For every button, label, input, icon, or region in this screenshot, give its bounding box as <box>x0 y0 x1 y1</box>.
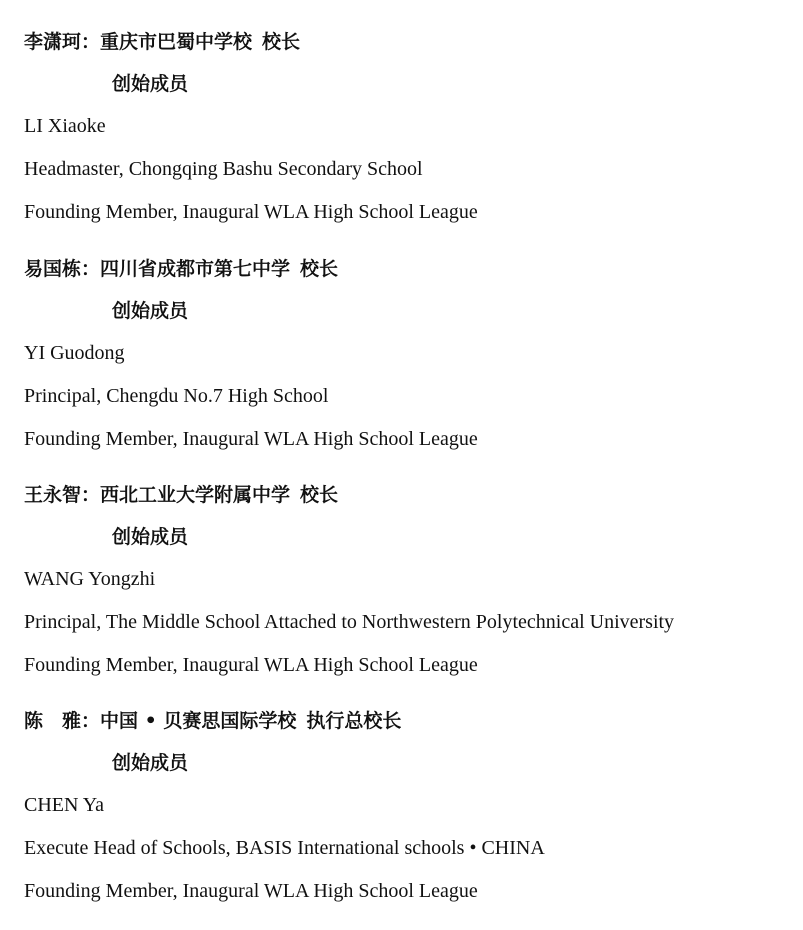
en-member: Founding Member, Inaugural WLA High School League <box>24 428 478 450</box>
en-position: Execute Head of Schools, BASIS International schools • CHINA <box>24 837 545 859</box>
en-position: Headmaster, Chongqing Bashu Secondary School <box>24 158 423 180</box>
member-entry <box>24 707 784 905</box>
en-member: Founding Member, Inaugural WLA High School League <box>24 880 478 902</box>
cn-name: 李潇珂 <box>24 31 82 53</box>
en-name: WANG Yongzhi <box>24 568 156 590</box>
colon-separator: ： <box>81 710 101 732</box>
en-name: CHEN Ya <box>24 794 105 816</box>
cn-member-line: 创始成员 <box>112 526 189 548</box>
cn-name-title-line <box>24 255 784 283</box>
en-member: Founding Member, Inaugural WLA High School League <box>24 201 478 223</box>
cn-name-title-line <box>24 707 784 735</box>
member-entry <box>24 255 784 453</box>
cn-school: 重庆市巴蜀中学校 <box>100 31 253 53</box>
cn-member-line: 创始成员 <box>112 73 189 95</box>
cn-school: 四川省成都市第七中学 <box>100 258 291 280</box>
en-position: Principal, Chengdu No.7 High School <box>24 385 329 407</box>
cn-title: 校长 <box>300 258 339 280</box>
colon-separator: ： <box>81 258 101 280</box>
en-name: LI Xiaoke <box>24 115 106 137</box>
colon-separator: ： <box>81 31 101 53</box>
cn-school: 西北工业大学附属中学 <box>100 484 291 506</box>
member-entry <box>24 481 784 679</box>
en-member: Founding Member, Inaugural WLA High School League <box>24 654 478 676</box>
member-entry <box>24 28 784 226</box>
cn-name-title-line <box>24 481 784 509</box>
cn-member-line: 创始成员 <box>112 752 189 774</box>
cn-member-line: 创始成员 <box>112 300 189 322</box>
cn-name: 陈 雅 <box>24 710 82 732</box>
colon-separator: ： <box>81 484 101 506</box>
cn-name: 王永智 <box>24 484 82 506</box>
cn-title: 执行总校长 <box>306 710 402 732</box>
cn-school: 中国 • 贝赛思国际学校 <box>100 710 297 732</box>
cn-title: 校长 <box>262 31 301 53</box>
en-name: YI Guodong <box>24 342 125 364</box>
cn-name-title-line <box>24 28 784 56</box>
cn-name: 易国栋 <box>24 258 82 280</box>
cn-title: 校长 <box>300 484 339 506</box>
en-position: Principal, The Middle School Attached to Northwestern Polytechnical University <box>24 611 675 633</box>
